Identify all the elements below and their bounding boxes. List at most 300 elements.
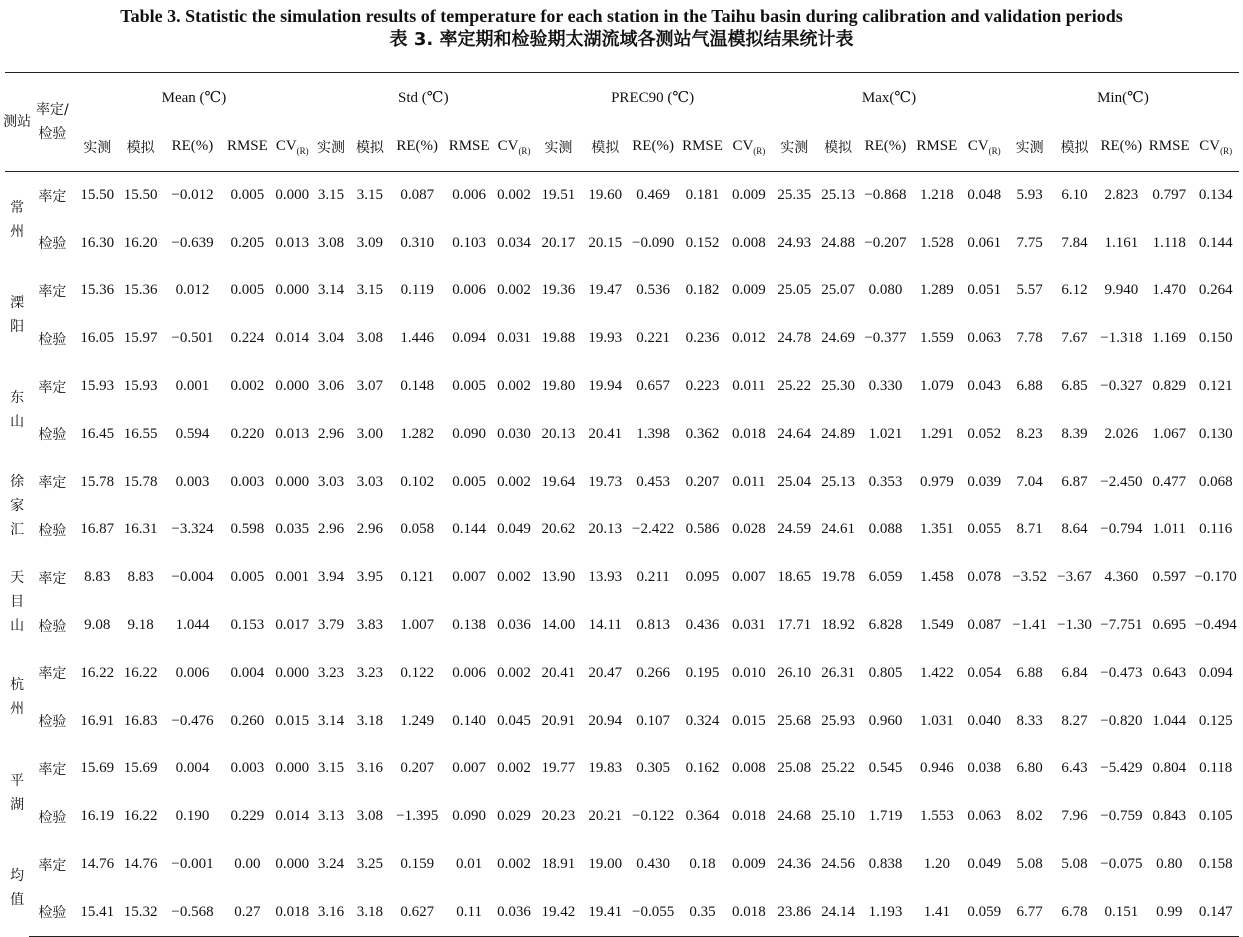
value-cell: 24.88: [821, 234, 855, 251]
value-cell: 3.23: [356, 664, 383, 681]
value-cell: 3.03: [317, 473, 345, 490]
value-cell: 24.14: [817, 888, 858, 936]
value-cell: 0.195: [685, 664, 720, 681]
subheader-cv-label: CV: [275, 137, 297, 154]
value-cell: 3.83: [356, 617, 383, 634]
value-cell: 0.118: [1199, 760, 1233, 777]
value-cell: 3.24: [317, 856, 345, 873]
value-cell: −5.429: [1100, 760, 1143, 777]
subheader-max-rmse: RMSE: [912, 123, 961, 172]
value-cell: 0.122: [400, 664, 435, 681]
value-cell: 3.03: [356, 473, 383, 490]
subheader-std-rmse: RMSE: [444, 123, 493, 172]
value-cell: 19.47: [588, 282, 623, 299]
value-cell: 1.289: [919, 282, 954, 299]
value-cell: 0.002: [497, 187, 531, 204]
value-cell: 0.130: [1198, 425, 1233, 442]
value-cell: 0.014: [275, 330, 310, 347]
table-row: [5, 506, 1239, 554]
value-cell: 1.291: [919, 425, 954, 442]
subheader-max-obs: 实测: [771, 123, 817, 172]
value-cell: 0.002: [230, 378, 265, 395]
value-cell: 0.008: [732, 760, 766, 777]
value-cell: 0.045: [497, 712, 531, 729]
value-cell: 6.80: [1016, 760, 1043, 777]
value-cell: 0.002: [497, 664, 531, 681]
group-header-mean: Mean (℃): [76, 73, 313, 123]
station-name-cell: [5, 745, 29, 841]
value-cell: 0.055: [967, 521, 1002, 538]
value-cell: −0.868: [864, 187, 907, 204]
value-cell: 0.536: [636, 282, 670, 299]
value-cell: 1.553: [919, 808, 954, 825]
value-cell: 7.75: [1016, 234, 1043, 251]
value-cell: 0.000: [275, 473, 310, 490]
value-cell: 16.05: [80, 330, 115, 347]
value-cell: 3.08: [356, 808, 383, 825]
station-name-char: 湖: [10, 796, 25, 813]
value-cell: 5.93: [1016, 187, 1043, 204]
value-cell: 3.14: [317, 712, 345, 729]
value-cell: 3.15: [317, 760, 345, 777]
value-cell: 20.17: [541, 234, 576, 251]
value-cell: 1.549: [919, 617, 954, 634]
table-row: [5, 219, 1239, 267]
value-cell: 2.026: [1104, 425, 1139, 442]
value-cell: 6.88: [1016, 664, 1043, 681]
value-cell: 0.036: [494, 888, 534, 936]
value-cell: 18.65: [777, 569, 812, 586]
period-cell: 检验: [38, 427, 67, 444]
value-cell: 6.78: [1052, 888, 1096, 936]
value-cell: 3.94: [317, 569, 345, 586]
subheader-cv-subscript: (R): [988, 145, 1001, 156]
value-cell: 0.003: [230, 473, 265, 490]
value-cell: 0.220: [230, 425, 265, 442]
value-cell: 16.22: [123, 808, 158, 825]
value-cell: 0.362: [685, 425, 720, 442]
value-cell: 23.86: [771, 888, 817, 936]
value-cell: 20.13: [541, 425, 576, 442]
value-cell: 1.067: [1152, 425, 1187, 442]
value-cell: 3.15: [317, 187, 345, 204]
value-cell: 25.22: [821, 760, 855, 777]
value-cell: 0.058: [400, 521, 435, 538]
value-cell: 16.19: [80, 808, 115, 825]
value-cell: 0.207: [685, 473, 720, 490]
value-cell: 0.140: [452, 712, 486, 729]
value-cell: 0.004: [230, 664, 265, 681]
value-cell: 16.45: [80, 425, 115, 442]
period-cell: 率定: [38, 475, 67, 492]
table-row: [5, 458, 1239, 506]
value-cell: 25.04: [777, 473, 812, 490]
value-cell: 0.017: [275, 617, 310, 634]
table-body: [5, 172, 1239, 937]
station-name-cell: [5, 363, 29, 459]
value-cell: 0.224: [230, 330, 265, 347]
value-cell: 0.009: [732, 187, 766, 204]
value-cell: 19.88: [541, 330, 576, 347]
value-cell: 0.043: [967, 378, 1002, 395]
value-cell: 1.021: [868, 425, 903, 442]
value-cell: 0.005: [452, 378, 486, 395]
value-cell: 0.015: [732, 712, 766, 729]
value-cell: 24.68: [777, 808, 812, 825]
value-cell: 0.018: [732, 808, 766, 825]
table-row: [5, 697, 1239, 745]
value-cell: 0.000: [275, 760, 310, 777]
value-cell: −1.41: [1012, 617, 1047, 634]
value-cell: 1.169: [1152, 330, 1187, 347]
value-cell: 24.61: [821, 521, 855, 538]
value-cell: 0.005: [230, 187, 265, 204]
value-cell: 0.99: [1146, 888, 1192, 936]
value-cell: 0.260: [230, 712, 265, 729]
value-cell: 0.049: [497, 521, 531, 538]
value-cell: 0.181: [685, 187, 720, 204]
value-cell: 0.829: [1152, 378, 1187, 395]
value-cell: 0.00: [234, 856, 261, 873]
value-cell: −0.759: [1100, 808, 1143, 825]
value-cell: −0.794: [1100, 521, 1143, 538]
value-cell: 0.805: [868, 664, 903, 681]
value-cell: 0.144: [1198, 234, 1233, 251]
value-cell: 19.64: [541, 473, 576, 490]
value-cell: 18.92: [821, 617, 855, 634]
value-cell: 0.843: [1152, 808, 1187, 825]
station-name-cell: [5, 554, 29, 650]
value-cell: 8.27: [1061, 712, 1088, 729]
period-cell: 检验: [38, 809, 67, 826]
value-cell: 0.038: [967, 760, 1002, 777]
value-cell: 7.96: [1061, 808, 1088, 825]
value-cell: 13.93: [588, 569, 623, 586]
value-cell: 0.002: [497, 569, 531, 586]
value-cell: 2.96: [317, 521, 345, 538]
value-cell: 26.10: [777, 664, 812, 681]
value-cell: 0.144: [452, 521, 486, 538]
value-cell: 0.080: [868, 282, 903, 299]
value-cell: 0.121: [400, 569, 435, 586]
value-cell: 8.83: [84, 569, 111, 586]
value-cell: 0.813: [636, 617, 670, 634]
value-cell: 1.007: [400, 617, 435, 634]
value-cell: 0.088: [868, 521, 903, 538]
value-cell: −0.075: [1100, 856, 1143, 873]
value-cell: 8.23: [1016, 425, 1043, 442]
value-cell: 19.00: [588, 856, 623, 873]
value-cell: 6.87: [1061, 473, 1088, 490]
value-cell: 15.69: [80, 760, 115, 777]
value-cell: 20.15: [588, 234, 623, 251]
value-cell: 6.10: [1061, 187, 1088, 204]
period-cell: 率定: [38, 857, 67, 874]
value-cell: 20.41: [588, 425, 623, 442]
table-row: [5, 410, 1239, 458]
value-cell: 7.84: [1061, 234, 1088, 251]
value-cell: 1.249: [400, 712, 435, 729]
value-cell: 7.04: [1016, 473, 1043, 490]
value-cell: 6.84: [1061, 664, 1088, 681]
value-cell: 0.103: [452, 234, 486, 251]
station-header: [3, 73, 32, 172]
value-cell: 3.15: [356, 282, 383, 299]
value-cell: 0.545: [868, 760, 903, 777]
subheader-std-re: RE(%): [390, 123, 444, 172]
value-cell: 5.08: [1016, 856, 1043, 873]
subheader-mean-re: RE(%): [162, 123, 222, 172]
value-cell: 0.657: [636, 378, 670, 395]
value-cell: 0.006: [452, 187, 486, 204]
value-cell: 0.102: [400, 473, 435, 490]
value-cell: 0.330: [868, 378, 903, 395]
subheader-min-re: RE(%): [1097, 123, 1146, 172]
value-cell: 0.007: [452, 569, 486, 586]
value-cell: 1.398: [636, 425, 670, 442]
value-cell: 0.116: [1199, 521, 1233, 538]
station-name-char: 东: [10, 390, 25, 407]
value-cell: 0.264: [1198, 282, 1233, 299]
value-cell: 0.011: [732, 378, 766, 395]
station-header-label: 测站: [3, 114, 32, 130]
value-cell: −0.473: [1100, 664, 1143, 681]
value-cell: 24.56: [821, 856, 855, 873]
value-cell: 6.12: [1061, 282, 1088, 299]
value-cell: 9.08: [84, 617, 111, 634]
value-cell: 0.310: [400, 234, 435, 251]
subheader-min-sim: 模拟: [1052, 123, 1096, 172]
value-cell: 0.090: [452, 425, 486, 442]
value-cell: 8.39: [1061, 425, 1088, 442]
value-cell: 24.89: [821, 425, 855, 442]
period-cell: 率定: [38, 761, 67, 778]
station-name-char: 杭: [10, 677, 25, 694]
period-cell: 检验: [38, 714, 67, 731]
value-cell: 0.030: [497, 425, 531, 442]
value-cell: 0.152: [685, 234, 720, 251]
value-cell: 0.979: [919, 473, 954, 490]
value-cell: 25.68: [777, 712, 812, 729]
table-caption-english: Table 3. Statistic the simulation results of temperature for each station in the Taihu basin during calibration and validation periods: [120, 6, 1123, 26]
value-cell: −1.395: [396, 808, 439, 825]
value-cell: −3.324: [171, 521, 214, 538]
value-cell: 25.30: [821, 378, 855, 395]
value-cell: 19.73: [588, 473, 623, 490]
value-cell: 1.458: [919, 569, 954, 586]
value-cell: 20.23: [541, 808, 576, 825]
value-cell: 20.62: [541, 521, 576, 538]
value-cell: 3.09: [356, 234, 383, 251]
value-cell: 0.009: [732, 856, 766, 873]
station-name-cell: [5, 841, 29, 937]
subheader-min-obs: 实测: [1007, 123, 1052, 172]
value-cell: 0.005: [452, 473, 486, 490]
value-cell: 0.162: [685, 760, 720, 777]
value-cell: 0.059: [962, 888, 1007, 936]
group-header-max: Max(℃): [771, 73, 1007, 123]
period-cell: 检验: [38, 236, 67, 253]
value-cell: 19.41: [583, 888, 628, 936]
value-cell: 0.105: [1198, 808, 1233, 825]
value-cell: 0.035: [275, 521, 310, 538]
value-cell: 0.031: [732, 617, 766, 634]
value-cell: −0.820: [1100, 712, 1143, 729]
value-cell: 0.695: [1152, 617, 1187, 634]
value-cell: 0.18: [689, 856, 716, 873]
station-name-char: 均: [10, 868, 25, 885]
value-cell: 0.804: [1152, 760, 1187, 777]
value-cell: 15.50: [123, 187, 158, 204]
value-cell: 0.11: [444, 888, 493, 936]
table-row: [5, 649, 1239, 697]
value-cell: −0.494: [1194, 617, 1237, 634]
value-cell: 0.159: [400, 856, 435, 873]
value-cell: 7.67: [1061, 330, 1088, 347]
table-row: [5, 602, 1239, 650]
value-cell: 0.305: [636, 760, 670, 777]
value-cell: 0.138: [452, 617, 486, 634]
value-cell: 0.597: [1152, 569, 1187, 586]
value-cell: 9.940: [1104, 282, 1139, 299]
value-cell: 0.039: [967, 473, 1002, 490]
value-cell: 0.068: [1198, 473, 1233, 490]
value-cell: 0.229: [230, 808, 265, 825]
value-cell: 0.221: [636, 330, 670, 347]
value-cell: −3.67: [1057, 569, 1092, 586]
value-cell: 19.83: [588, 760, 623, 777]
value-cell: 1.559: [919, 330, 954, 347]
value-cell: 0.211: [636, 569, 670, 586]
value-cell: 0.182: [685, 282, 720, 299]
value-cell: 20.91: [541, 712, 576, 729]
value-cell: 0.029: [497, 808, 531, 825]
value-cell: −0.122: [632, 808, 675, 825]
value-cell: 3.06: [317, 378, 345, 395]
value-cell: 14.00: [541, 617, 576, 634]
value-cell: 4.360: [1104, 569, 1139, 586]
value-cell: 0.151: [1097, 888, 1146, 936]
value-cell: 0.034: [497, 234, 531, 251]
value-cell: −1.30: [1057, 617, 1092, 634]
value-cell: 0.051: [967, 282, 1002, 299]
table-row: [5, 888, 1239, 936]
value-cell: 0.148: [400, 378, 435, 395]
subheader-cv-subscript: (R): [1220, 145, 1233, 156]
value-cell: 20.94: [588, 712, 623, 729]
value-cell: 16.83: [123, 712, 158, 729]
value-cell: 24.64: [777, 425, 812, 442]
value-cell: 3.08: [356, 330, 383, 347]
value-cell: 1.118: [1152, 234, 1186, 251]
table-row: [5, 267, 1239, 315]
value-cell: 0.040: [967, 712, 1002, 729]
value-cell: 1.282: [400, 425, 435, 442]
subheader-cv-label: CV: [967, 137, 989, 154]
value-cell: 15.32: [119, 888, 162, 936]
value-cell: 25.93: [821, 712, 855, 729]
value-cell: 0.004: [175, 760, 210, 777]
value-cell: −1.318: [1100, 330, 1143, 347]
value-cell: 0.153: [230, 617, 265, 634]
value-cell: 0.205: [230, 234, 265, 251]
value-cell: 16.20: [123, 234, 158, 251]
value-cell: 16.22: [80, 664, 115, 681]
value-cell: 25.35: [777, 187, 812, 204]
value-cell: 16.87: [80, 521, 115, 538]
value-cell: 0.007: [732, 569, 766, 586]
value-cell: 0.028: [732, 521, 766, 538]
value-cell: 15.50: [80, 187, 115, 204]
value-cell: 0.054: [967, 664, 1002, 681]
value-cell: 20.41: [541, 664, 576, 681]
period-header-line-2: 检验: [38, 126, 67, 142]
value-cell: 1.528: [919, 234, 954, 251]
value-cell: 0.002: [497, 473, 531, 490]
value-cell: 3.95: [356, 569, 383, 586]
header-row-groups: [5, 73, 1239, 123]
value-cell: 3.79: [317, 617, 345, 634]
value-cell: 19.77: [541, 760, 576, 777]
subheader-std-obs: 实测: [312, 123, 349, 172]
station-name-char: 州: [10, 223, 25, 240]
value-cell: 0.001: [275, 569, 310, 586]
statistics-table: [5, 72, 1239, 937]
value-cell: 0.014: [275, 808, 310, 825]
period-cell: 检验: [29, 888, 75, 936]
value-cell: 19.51: [541, 187, 576, 204]
value-cell: 1.719: [868, 808, 903, 825]
value-cell: 3.00: [356, 425, 383, 442]
value-cell: 19.60: [588, 187, 623, 204]
value-cell: 1.193: [859, 888, 912, 936]
value-cell: 24.36: [777, 856, 812, 873]
value-cell: 0.000: [275, 378, 310, 395]
value-cell: 8.83: [127, 569, 154, 586]
value-cell: 0.324: [685, 712, 720, 729]
subheader-cv-subscript: (R): [753, 145, 766, 156]
value-cell: 20.47: [588, 664, 623, 681]
period-cell: 率定: [38, 379, 67, 396]
value-cell: 1.011: [1152, 521, 1186, 538]
value-cell: 0.266: [636, 664, 670, 681]
value-cell: 0.018: [732, 425, 766, 442]
value-cell: −0.012: [171, 187, 214, 204]
value-cell: 0.119: [400, 282, 434, 299]
value-cell: 6.77: [1007, 888, 1052, 936]
value-cell: 3.16: [356, 760, 383, 777]
value-cell: 0.078: [967, 569, 1002, 586]
value-cell: 2.96: [356, 521, 383, 538]
value-cell: −0.170: [1194, 569, 1237, 586]
period-cell: 率定: [38, 666, 67, 683]
value-cell: 0.190: [175, 808, 210, 825]
value-cell: 3.08: [317, 234, 345, 251]
station-name-char: 常: [10, 199, 25, 216]
subheader-mean-rmse: RMSE: [223, 123, 272, 172]
value-cell: 24.59: [777, 521, 812, 538]
value-cell: −0.377: [864, 330, 907, 347]
subheader-std-cv: [494, 123, 534, 172]
value-cell: 0.960: [868, 712, 903, 729]
value-cell: 15.41: [76, 888, 119, 936]
value-cell: 0.090: [452, 808, 486, 825]
table-row: [5, 363, 1239, 411]
value-cell: 0.207: [400, 760, 435, 777]
value-cell: −0.476: [171, 712, 214, 729]
table-row: [5, 554, 1239, 602]
value-cell: 1.044: [175, 617, 210, 634]
